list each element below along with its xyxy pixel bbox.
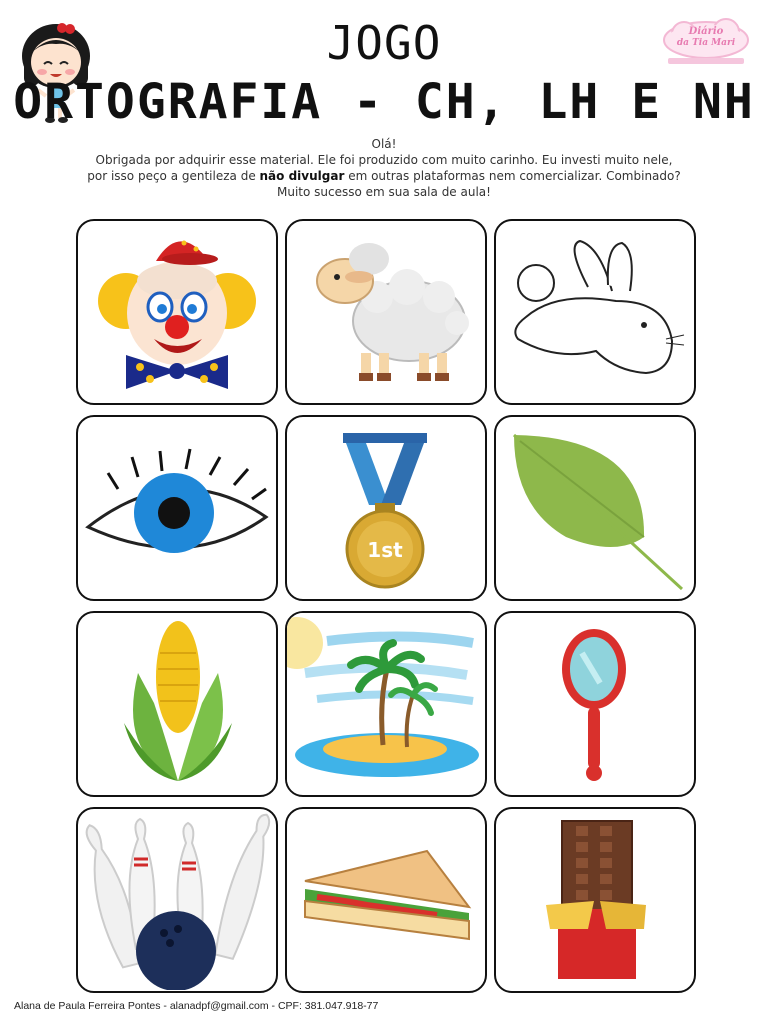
page-title: JOGO bbox=[326, 16, 442, 70]
clown-icon bbox=[78, 221, 275, 402]
corn-icon bbox=[78, 613, 275, 794]
card-medal[interactable] bbox=[285, 415, 487, 601]
logo-line-1: Diário bbox=[688, 26, 724, 37]
intro-text bbox=[60, 136, 708, 200]
island-icon bbox=[287, 613, 484, 794]
intro-line: Obrigada por adquirir esse material. Ele foi produzido com muito carinho. Eu investi muito nele, bbox=[95, 153, 673, 167]
sheep-icon bbox=[287, 221, 484, 402]
logo-line-2: da Tia Mari bbox=[676, 38, 736, 48]
intro-text-pre: por isso peço a gentileza de bbox=[87, 169, 260, 183]
card-sandwich[interactable] bbox=[285, 807, 487, 993]
medal-icon bbox=[287, 417, 484, 598]
card-chocolate[interactable] bbox=[494, 807, 696, 993]
card-eye[interactable] bbox=[76, 415, 278, 601]
eye-icon bbox=[78, 417, 275, 598]
card-leaf[interactable] bbox=[494, 415, 696, 601]
bowling-icon bbox=[78, 809, 275, 990]
footer-credit: Alana de Paula Ferreira Pontes - alanadpf@gmail.com - CPF: 381.047.918-77 bbox=[14, 1000, 379, 1012]
card-mirror[interactable] bbox=[494, 611, 696, 797]
rabbit-icon bbox=[496, 221, 693, 402]
chocolate-icon bbox=[496, 809, 693, 990]
card-clown[interactable] bbox=[76, 219, 278, 405]
card-corn[interactable] bbox=[76, 611, 278, 797]
leaf-icon bbox=[496, 417, 693, 598]
intro-line: Muito sucesso em sua sala de aula! bbox=[277, 185, 491, 199]
sandwich-icon bbox=[287, 809, 484, 990]
brand-logo bbox=[656, 12, 756, 70]
page-subtitle: ORTOGRAFIA - CH, LH E NH bbox=[13, 74, 755, 130]
mirror-icon bbox=[496, 613, 693, 794]
intro-line: Olá! bbox=[371, 137, 397, 151]
intro-line bbox=[60, 168, 708, 184]
intro-text-bold: não divulgar bbox=[259, 169, 345, 183]
medal-text: 1st bbox=[367, 538, 403, 562]
card-sheep[interactable] bbox=[285, 219, 487, 405]
card-bowling[interactable] bbox=[76, 807, 278, 993]
intro-text-post: em outras plataformas nem comercializar. Combinado? bbox=[344, 169, 681, 183]
card-rabbit[interactable] bbox=[494, 219, 696, 405]
card-island[interactable] bbox=[285, 611, 487, 797]
